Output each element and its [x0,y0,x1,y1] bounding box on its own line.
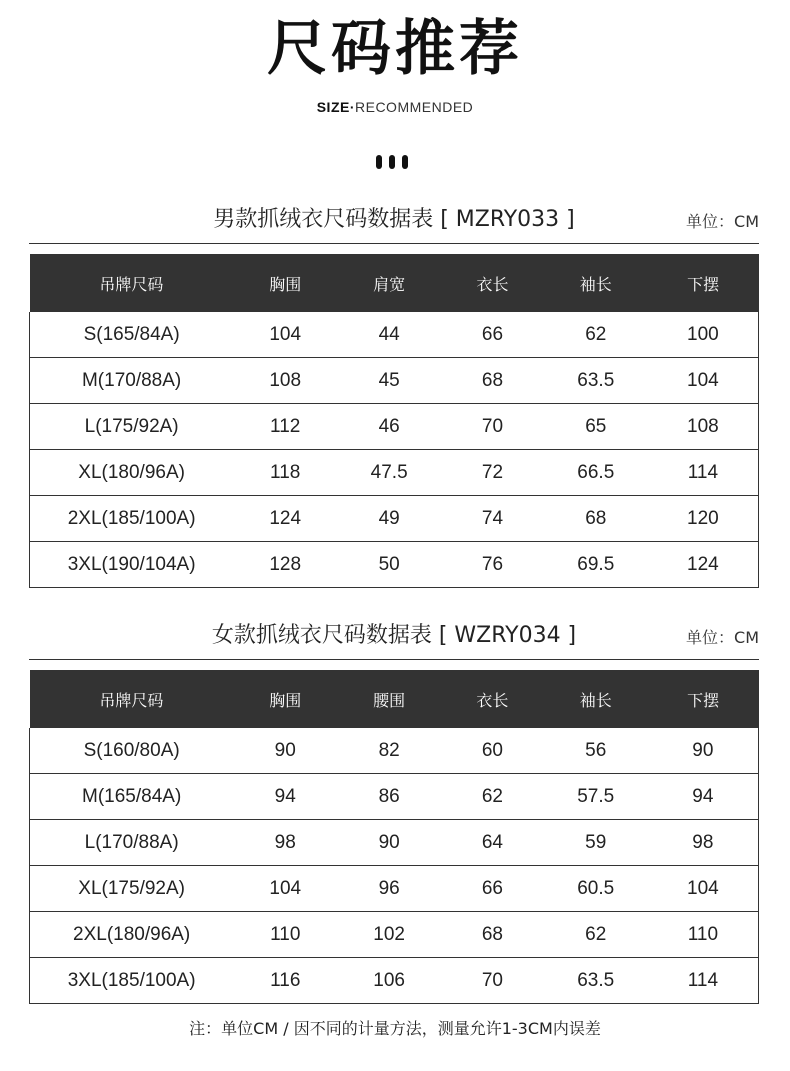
women-size-table [29,670,759,1004]
table-cell: 90 [648,728,759,774]
table-cell: 98 [233,820,337,866]
table-row [30,912,759,958]
table-cell: 76 [441,542,544,588]
table-cell: 120 [648,496,759,542]
table-cell: 110 [648,912,759,958]
bar-mark [402,155,408,169]
table-cell: 114 [648,450,759,496]
table-cell: 66 [441,866,544,912]
table-cell: 86 [337,774,441,820]
table-cell: 102 [337,912,441,958]
header-cell: 吊牌尺码 [30,254,234,312]
table-cell: 2XL(180/96A) [30,912,234,958]
table-cell: 65 [544,404,648,450]
women-section-header [29,615,759,660]
table-cell: S(160/80A) [30,728,234,774]
table-row [30,958,759,1004]
table-cell: 63.5 [544,958,648,1004]
table-cell: 47.5 [337,450,441,496]
header-cell: 袖长 [544,254,648,312]
decorative-bars [376,155,408,169]
table-cell: XL(175/92A) [30,866,234,912]
table-cell: 116 [233,958,337,1004]
header-cell: 腰围 [337,670,441,728]
header-cell: 下摆 [648,254,759,312]
table-cell: M(170/88A) [30,358,234,404]
table-header-row [30,670,759,728]
table-cell: 56 [544,728,648,774]
table-cell: 106 [337,958,441,1004]
table-cell: 104 [648,358,759,404]
table-cell: 108 [233,358,337,404]
table-cell: 50 [337,542,441,588]
table-cell: 49 [337,496,441,542]
bar-mark [376,155,382,169]
table-cell: 104 [648,866,759,912]
subtitle-bold: SIZE· [316,99,355,115]
table-cell: 70 [441,958,544,1004]
table-cell: 108 [648,404,759,450]
table-cell: S(165/84A) [30,312,234,358]
header-cell: 下摆 [648,670,759,728]
table-cell: 63.5 [544,358,648,404]
table-cell: 90 [337,820,441,866]
table-cell: 69.5 [544,542,648,588]
table-cell: 45 [337,358,441,404]
header-cell: 袖长 [544,670,648,728]
table-cell: 59 [544,820,648,866]
table-row [30,496,759,542]
table-cell: 66 [441,312,544,358]
table-cell: 94 [648,774,759,820]
table-cell: 3XL(190/104A) [30,542,234,588]
table-row [30,866,759,912]
table-cell: L(170/88A) [30,820,234,866]
table-cell: M(165/84A) [30,774,234,820]
table-row [30,404,759,450]
table-row [30,450,759,496]
bar-mark [389,155,395,169]
table-cell: L(175/92A) [30,404,234,450]
table-cell: 114 [648,958,759,1004]
header-cell: 胸围 [233,670,337,728]
table-cell: 112 [233,404,337,450]
table-cell: 124 [648,542,759,588]
table-cell: 110 [233,912,337,958]
page-title: 尺码推荐 [267,14,523,84]
table-cell: 60.5 [544,866,648,912]
table-row [30,774,759,820]
table-cell: 70 [441,404,544,450]
header-cell: 衣长 [441,254,544,312]
table-row [30,358,759,404]
table-cell: 124 [233,496,337,542]
table-cell: 68 [441,358,544,404]
measurement-note: 注：单位CM / 因不同的计量方法，测量允许1-3CM内误差 [189,1019,601,1038]
men-section-header [29,199,759,244]
table-row [30,312,759,358]
header-cell: 吊牌尺码 [30,670,234,728]
table-cell: 82 [337,728,441,774]
women-size-section [29,615,759,1004]
table-cell: 64 [441,820,544,866]
table-cell: 104 [233,312,337,358]
table-cell: 104 [233,866,337,912]
header-cell: 胸围 [233,254,337,312]
page-subtitle [0,99,790,115]
table-cell: 44 [337,312,441,358]
table-cell: 68 [544,496,648,542]
table-cell: 2XL(185/100A) [30,496,234,542]
table-cell: 68 [441,912,544,958]
table-cell: 74 [441,496,544,542]
table-row [30,728,759,774]
table-cell: 3XL(185/100A) [30,958,234,1004]
men-size-section [29,199,759,588]
table-cell: 62 [441,774,544,820]
men-unit-label: 单位：CM [686,212,759,231]
men-table-title: 男款抓绒衣尺码数据表 [ MZRY033 ] [213,207,575,232]
women-table-title: 女款抓绒衣尺码数据表 [ WZRY034 ] [211,623,577,648]
women-unit-label: 单位：CM [686,628,759,647]
table-cell: 66.5 [544,450,648,496]
table-cell: 46 [337,404,441,450]
table-cell: 100 [648,312,759,358]
table-row [30,542,759,588]
header-cell: 衣长 [441,670,544,728]
table-cell: 118 [233,450,337,496]
table-cell: 72 [441,450,544,496]
table-header-row [30,254,759,312]
table-cell: 62 [544,912,648,958]
table-cell: XL(180/96A) [30,450,234,496]
table-cell: 98 [648,820,759,866]
subtitle-rest: RECOMMENDED [355,99,474,115]
table-cell: 128 [233,542,337,588]
table-cell: 96 [337,866,441,912]
header-cell: 肩宽 [337,254,441,312]
table-cell: 62 [544,312,648,358]
table-cell: 60 [441,728,544,774]
men-size-table [29,254,759,588]
table-cell: 90 [233,728,337,774]
table-cell: 94 [233,774,337,820]
table-cell: 57.5 [544,774,648,820]
table-row [30,820,759,866]
